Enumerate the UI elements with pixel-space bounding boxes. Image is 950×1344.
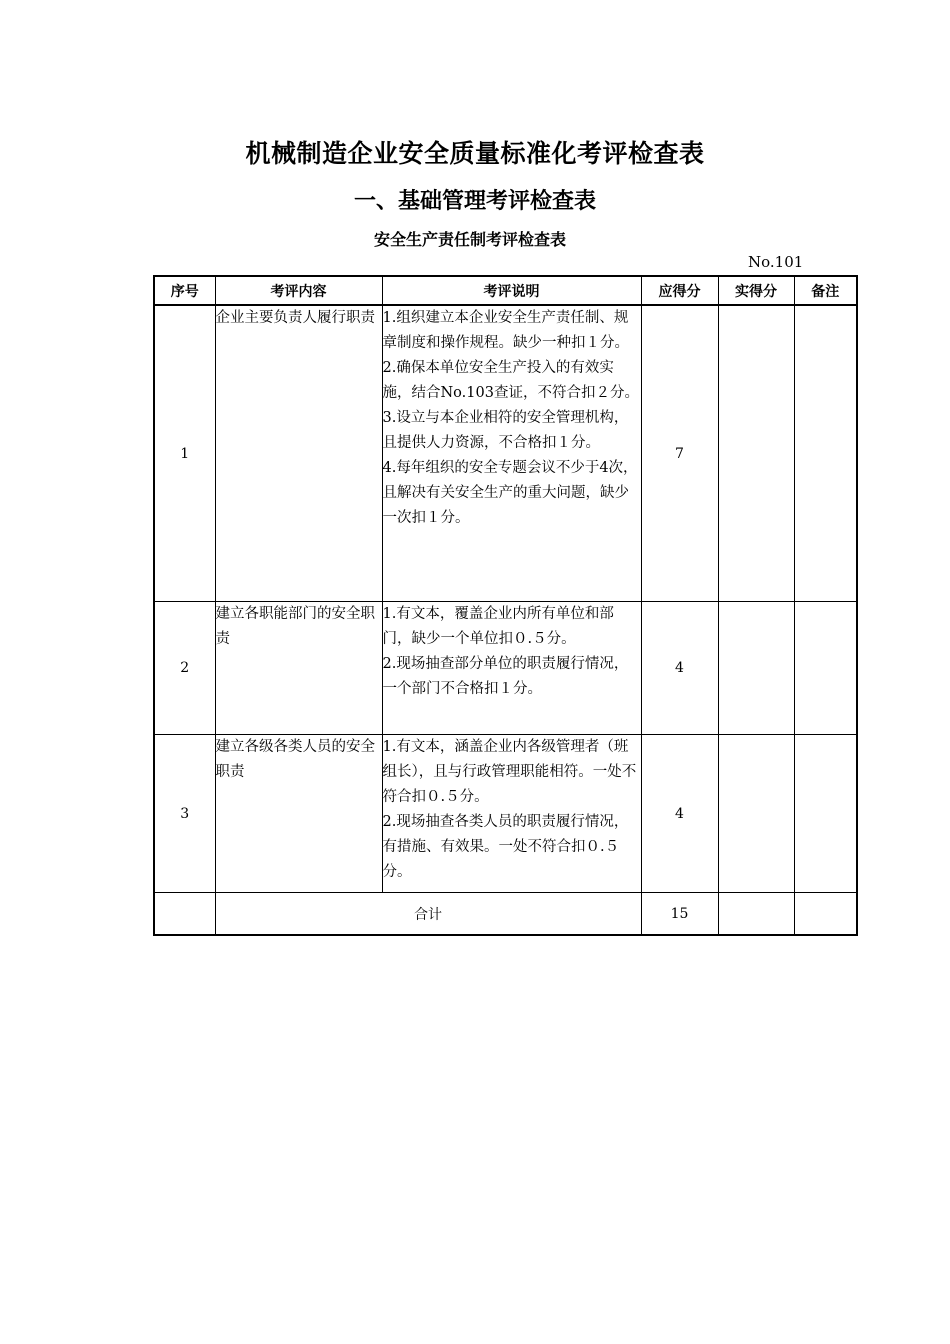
description-line: 1.组织建立本企业安全生产责任制、规章制度和操作规程。缺少一种扣１分。 [382, 310, 629, 351]
row-full-score: 4 [641, 735, 718, 893]
header-content: 考评内容 [215, 276, 382, 305]
row-description [382, 305, 641, 602]
total-index-cell [154, 893, 215, 936]
header-index: 序号 [154, 276, 215, 305]
row-full-score: 7 [641, 305, 718, 602]
row-description [382, 735, 641, 893]
document-number: No.101 [748, 253, 804, 271]
total-label: 合计 [215, 893, 641, 936]
total-full-score: 15 [641, 893, 718, 936]
row-description [382, 602, 641, 735]
row-actual-score[interactable] [718, 735, 794, 893]
row-index: 2 [154, 602, 215, 735]
total-row [154, 893, 857, 936]
row-content: 建立各职能部门的安全职责 [215, 602, 382, 735]
header-remark: 备注 [794, 276, 857, 305]
row-content: 建立各级各类人员的安全职责 [215, 735, 382, 893]
row-content: 企业主要负责人履行职责 [215, 305, 382, 602]
header-row [154, 276, 857, 305]
table-row [154, 735, 857, 893]
header-full-score: 应得分 [641, 276, 718, 305]
row-remark[interactable] [794, 735, 857, 893]
row-index: 3 [154, 735, 215, 893]
table-title: 安全生产责任制考评检查表 [373, 230, 566, 249]
section-title: 一、基础管理考评检查表 [353, 189, 596, 214]
row-remark[interactable] [794, 602, 857, 735]
description-line: 4.每年组织的安全专题会议不少于4次，且解决有关安全生产的重大问题，缺少一次扣１分。 [382, 460, 638, 526]
total-actual-score[interactable] [718, 893, 794, 936]
description-line: 1.有文本，涵盖企业内各级管理者（班组长），且与行政管理职能相符。一处不符合扣０.５分。 [382, 739, 637, 805]
header-actual-score: 实得分 [718, 276, 794, 305]
description-line: 1.有文本，覆盖企业内所有单位和部门，缺少一个单位扣０.５分。 [382, 606, 614, 647]
row-full-score: 4 [641, 602, 718, 735]
description-line: 2.确保本单位安全生产投入的有效实施，结合No.103查证，不符合扣２分。 [382, 360, 639, 401]
row-remark[interactable] [794, 305, 857, 602]
header-description: 考评说明 [382, 276, 641, 305]
table-row [154, 305, 857, 602]
document-title: 机械制造企业安全质量标准化考评检查表 [245, 139, 705, 168]
table-row [154, 602, 857, 735]
description-line: 2.现场抽查部分单位的职责履行情况，一个部门不合格扣１分。 [382, 656, 629, 697]
row-actual-score[interactable] [718, 305, 794, 602]
description-line: 3.设立与本企业相符的安全管理机构，且提供人力资源，不合格扣１分。 [382, 410, 629, 451]
total-remark[interactable] [794, 893, 857, 936]
row-actual-score[interactable] [718, 602, 794, 735]
row-index: 1 [154, 305, 215, 602]
evaluation-table [153, 275, 858, 936]
description-line: 2.现场抽查各类人员的职责履行情况，有措施、有效果。一处不符合扣０.５分。 [382, 814, 629, 880]
